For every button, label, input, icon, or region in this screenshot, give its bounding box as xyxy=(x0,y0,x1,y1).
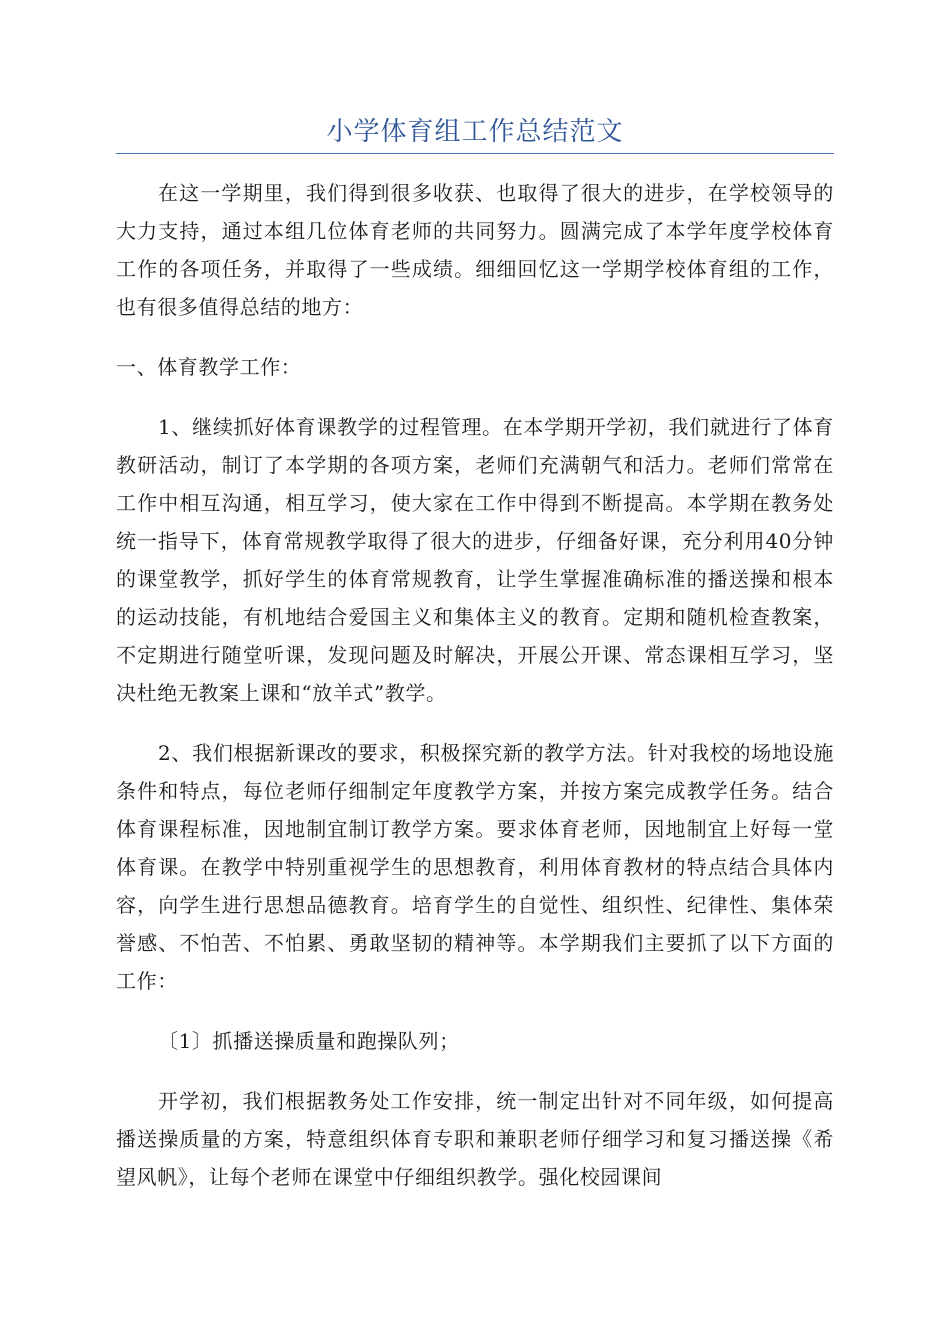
subheading-broadcast-exercise: 〔1〕抓播送操质量和跑操队列； xyxy=(158,1029,460,1053)
paragraph-item-1: 1、继续抓好体育课教学的过程管理。在本学期开学初，我们就进行了体育教研活动，制订了本学期的各项方案，老师们充满朝气和活力。老师们常常在工作中相互沟通，相互学习，使大家在工作中得到不断提高。本学期在教务处统一指导下，体育常规教学取得了很大的进步，仔细备好课，充分利用40分钟的课堂教学，抓好学生的体育常规教育，让学生掌握准确标准的播送操和根本的运动技能，有机地结合爱国主义和集体主义的教育。定期和随机检查教案，不定期进行随堂听课，发现问题及时解决，开展公开课、常态课相互学习，坚决杜绝无教案上课和“放羊式”教学。 xyxy=(116,415,834,705)
document-body xyxy=(116,174,834,1218)
document-title: 小学体育组工作总结范文 xyxy=(326,117,624,147)
section-heading-teaching: 一、体育教学工作： xyxy=(116,355,302,379)
paragraph-item-2: 2、我们根据新课改的要求，积极探究新的教学方法。针对我校的场地设施条件和特点，每位老师仔细制定年度教学方案，并按方案完成教学任务。结合体育课程标准，因地制宜制订教学方案。要求体育老师，因地制宜上好每一堂体育课。在教学中特别重视学生的思想教育，利用体育教材的特点结合具体内容，向学生进行思想品德教育。培育学生的自觉性、组织性、纪律性、集体荣誉感、不怕苦、不怕累、勇敢坚韧的精神等。本学期我们主要抓了以下方面的工作： xyxy=(116,741,834,993)
intro-paragraph: 在这一学期里，我们得到很多收获、也取得了很大的进步，在学校领导的大力支持，通过本组几位体育老师的共同努力。圆满完成了本学年度学校体育工作的各项任务，并取得了一些成绩。细细回忆这一学期学校体育组的工作，也有很多值得总结的地方： xyxy=(116,181,834,319)
paragraph-broadcast-exercise: 开学初，我们根据教务处工作安排，统一制定出针对不同年级，如何提高播送操质量的方案，特意组织体育专职和兼职老师仔细学习和复习播送操《希望风帆》，让每个老师在课堂中仔细组织教学。强化校园课间 xyxy=(116,1089,834,1189)
title-underline xyxy=(116,153,834,154)
